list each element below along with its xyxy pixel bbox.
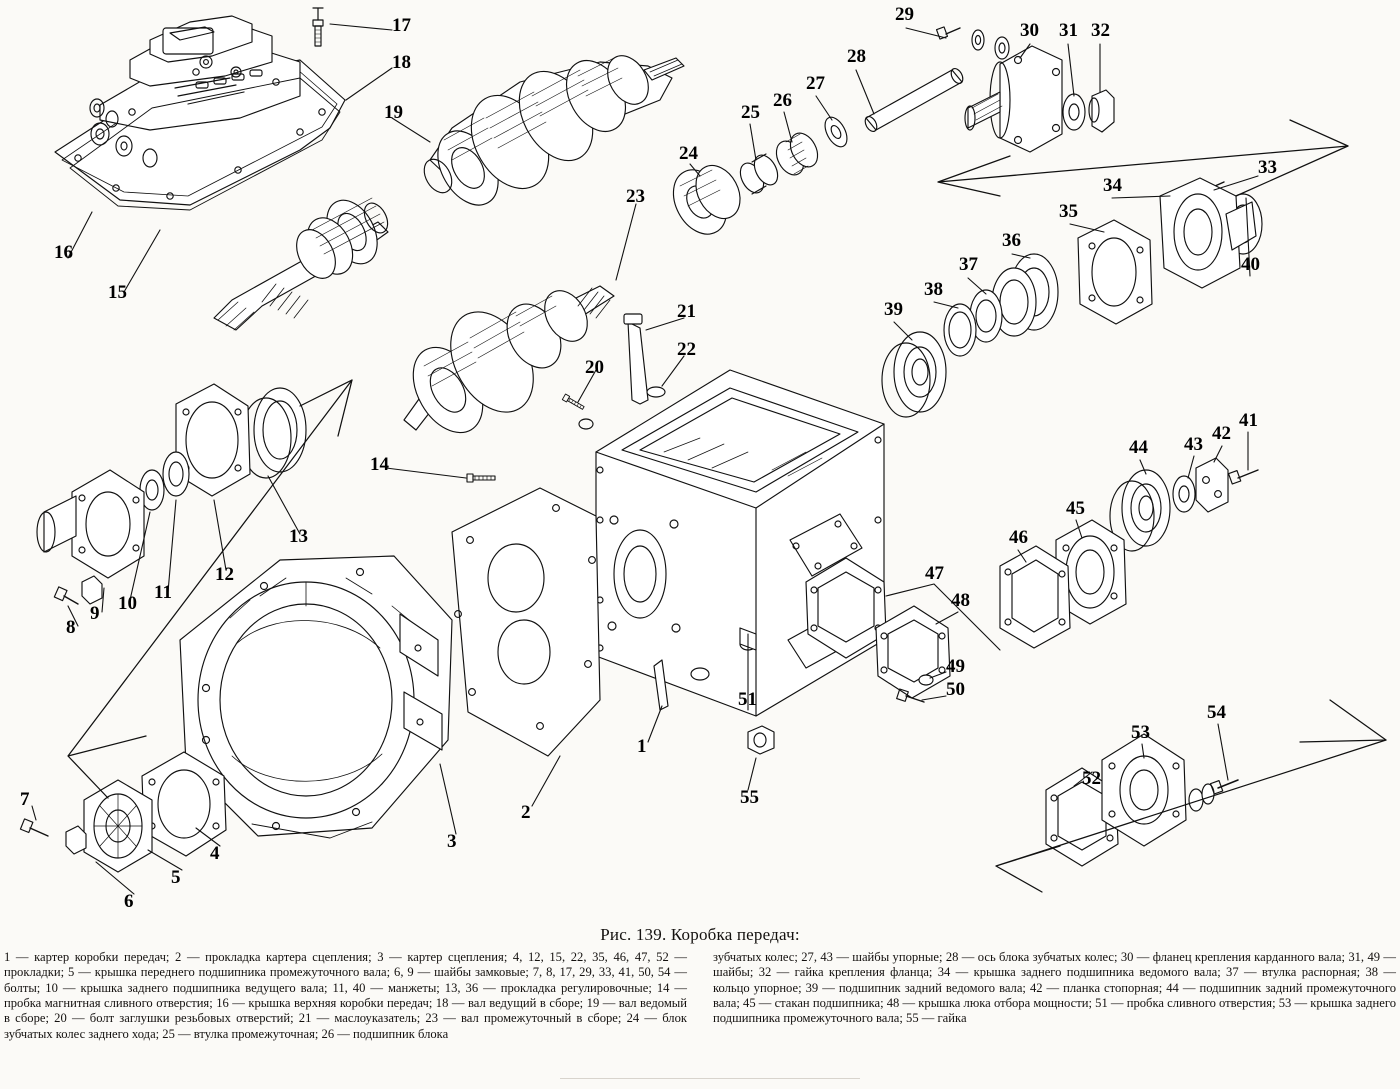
callout-22: 22 <box>677 339 696 360</box>
callout-28: 28 <box>847 46 866 67</box>
callout-10: 10 <box>118 593 137 614</box>
callout-20: 20 <box>585 357 604 378</box>
callout-15: 15 <box>108 282 127 303</box>
callout-47: 47 <box>925 563 944 584</box>
figure-legend <box>0 950 1400 1042</box>
callout-19: 19 <box>384 102 403 123</box>
page-footer-rule <box>560 1078 860 1079</box>
callout-44: 44 <box>1129 437 1148 458</box>
callout-17: 17 <box>392 15 411 36</box>
callout-18: 18 <box>392 52 411 73</box>
legend-column-right: зубчатых колес; 27, 43 — шайбы упорные; 28 — ось блока зубчатых колес; 30 — фланец крепления карданного вала; 31, 49 — шайбы; 32 — гайка крепления фланца; 34 — крышка заднего подшипника ведомого вала; 37 — втулка распорная; 38 — кольцо упорное; 39 — подшипник задний ведомого вала; 42 — планка стопорная; 44 — подшипник задний промежуточного вала; 45 — стакан подшипника; 48 — крышка люка отбора мощности; 51 — пробка сливного отверстия; 53 — крышка заднего подшипника промежуточного вала; 55 — гайка <box>713 950 1396 1026</box>
callout-29: 29 <box>895 4 914 25</box>
callout-12: 12 <box>215 564 234 585</box>
callout-46: 46 <box>1009 527 1028 548</box>
callout-11: 11 <box>154 582 172 603</box>
callout-16: 16 <box>54 242 73 263</box>
callout-33: 33 <box>1258 157 1277 178</box>
callout-25: 25 <box>741 102 760 123</box>
callout-54: 54 <box>1207 702 1226 723</box>
callout-3: 3 <box>447 831 457 852</box>
callout-41: 41 <box>1239 410 1258 431</box>
callout-24: 24 <box>679 143 698 164</box>
callout-32: 32 <box>1091 20 1110 41</box>
callout-55: 55 <box>740 787 759 808</box>
callout-6: 6 <box>124 891 134 912</box>
callout-35: 35 <box>1059 201 1078 222</box>
callout-52: 52 <box>1082 768 1101 789</box>
callout-45: 45 <box>1066 498 1085 519</box>
callout-36: 36 <box>1002 230 1021 251</box>
callout-14: 14 <box>370 454 389 475</box>
callout-37: 37 <box>959 254 978 275</box>
callout-1: 1 <box>637 736 647 757</box>
callout-34: 34 <box>1103 175 1122 196</box>
callout-7: 7 <box>20 789 30 810</box>
callout-39: 39 <box>884 299 903 320</box>
callout-23: 23 <box>626 186 645 207</box>
callout-26: 26 <box>773 90 792 111</box>
legend-column-left: 1 — картер коробки передач; 2 — прокладка картера сцепления; 3 — картер сцепления; 4, 12, 15, 22, 35, 46, 47, 52 — прокладки; 5 — крышка переднего подшипника промежуточного вала; 6, 9 — шайбы замковые; 7, 8, 17, 29, 33, 41, 50, 54 — болты; 10 — крышка заднего подшипника ведущего вала; 11, 40 — манжеты; 13, 36 — прокладка регулировочные; 14 — пробка магнитная сливного отверстия; 16 — крышка верхняя коробки передач; 18 — вал ведущий в сборе; 19 — вал ведомый в сборе; 20 — болт заглушки резьбовых отверстий; 21 — маслоуказатель; 23 — вал промежуточный в сборе; 24 — блок зубчатых колес заднего хода; 25 — втулка промежуточная; 26 — подшипник блока <box>4 950 687 1041</box>
callout-8: 8 <box>66 617 76 638</box>
callout-31: 31 <box>1059 20 1078 41</box>
callout-50: 50 <box>946 679 965 700</box>
callout-53: 53 <box>1131 722 1150 743</box>
figure-caption: Рис. 139. Коробка передач: <box>600 925 800 944</box>
callout-2: 2 <box>521 802 531 823</box>
callout-21: 21 <box>677 301 696 322</box>
callout-48: 48 <box>951 590 970 611</box>
callout-51: 51 <box>738 689 757 710</box>
callout-30: 30 <box>1020 20 1039 41</box>
callout-5: 5 <box>171 867 181 888</box>
callout-9: 9 <box>90 603 100 624</box>
callout-40: 40 <box>1241 254 1260 275</box>
callout-13: 13 <box>289 526 308 547</box>
callout-38: 38 <box>924 279 943 300</box>
callout-43: 43 <box>1184 434 1203 455</box>
callout-42: 42 <box>1212 423 1231 444</box>
callout-4: 4 <box>210 843 220 864</box>
callout-27: 27 <box>806 73 825 94</box>
callout-49: 49 <box>946 656 965 677</box>
